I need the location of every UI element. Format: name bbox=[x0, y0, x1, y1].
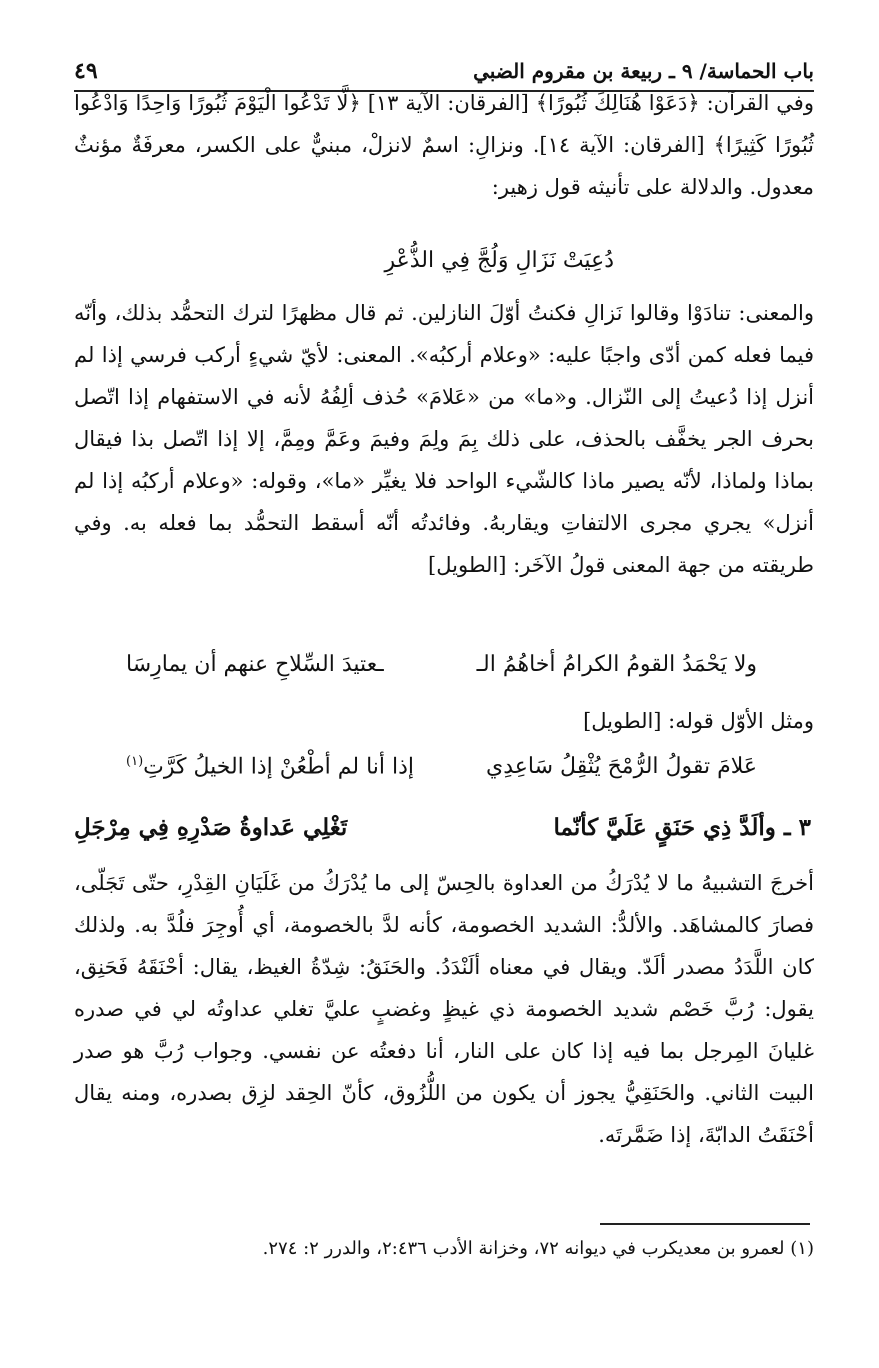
verse-1-second-hemistich: ـعتيدَ السِّلاحِ عنهم أن يمارِسَا bbox=[126, 652, 384, 677]
verse-1-first-hemistich: ولا يَحْمَدُ القومُ الكرامُ أخاهُمُ الـ bbox=[476, 652, 757, 677]
verse-3-first-hemistich: ٣ ـ وألَدَّ ذِي حَنَقٍ عَلَيَّ كأنّما bbox=[553, 814, 811, 841]
running-title: باب الحماسة/ ٩ ـ ربيعة بن مقروم الضبي bbox=[473, 59, 814, 83]
paragraph-quran: وفي القرآن: ﴿دَعَوْا هُنَالِكَ ثُبُورًا﴾ [الفرقان: الآية ١٣] ﴿لَّا تَدْعُوا الْيَوْمَ ثُبُورًا وَاحِدًا وَادْعُوا ثُبُورًا كَثِيرًا﴾ [الفرقان: الآية ١٤]. ونزالِ: اسمٌ لانزلْ، مبنيٌّ على الكسر، معرفَةٌ مؤنثٌ معدول. والدلالة على تأنيثه قول زهير: bbox=[74, 91, 815, 199]
footnote-divider bbox=[600, 1223, 810, 1225]
paragraph-explanation: أخرجَ التشبيهُ ما لا يُدْرَكُ من العداوة بالحِسّ إلى ما يُدْرَكُ من غَلَيَانِ القِدْرِ، حتّى تَجَلّى، فصارَ كالمشاهَد. والألدُّ: الشديد الخصومة، كأنه لدَّ بالخصومة، أي أُوجِرَ فلُدَّ به. ولذلك كان اللَّدَدُ مصدر ألَدّ. ويقال في معناه ألَنْدَدُ. والحَنَقُ: شِدّةُ الغيظ، يقال: أحْنَقَهُ فَحَنِق، يقول: رُبَّ خَصْم شديد الخصومة ذي غيظٍ وغضبٍ عليَّ تغلي عداوتُه لي في صدره غليانَ المِرجل بما فيه إذا كان على النار، أنا دفعتُه عن نفسي. وجواب رُبَّ هو صدر البيت الثاني. والحَنَقِيُّ يجوز أن يكون من اللُّزُوق، كأنّ الحِقد لزِق بصدره، ومنه يقال أحْنَقَتُ الدابّةَ، إذا ضَمَّرتَه. bbox=[74, 871, 814, 1147]
footnote-marker: (١) bbox=[126, 754, 144, 769]
verse-2-first-hemistich: عَلامَ تقولُ الرُّمْحَ يُثْقِلُ سَاعِدِي bbox=[486, 754, 757, 779]
verse-zuhair: دُعِيَتْ نَزَالِ وَلُجَّ فِي الذُّعْرِ bbox=[384, 248, 614, 273]
page-number: ٤٩ bbox=[74, 58, 98, 84]
verse-3-second-hemistich: تَغْلِي عَداوةُ صَدْرِهِ فِي مِرْجَلِ bbox=[74, 814, 348, 841]
verse-2-second-hemistich bbox=[126, 754, 414, 779]
paragraph-commentary: والمعنى: تنادَوْا وقالوا نَزالِ فكنتُ أوّلَ النازلين. ثم قال مظهرًا لترك التحمُّد بذلك، وأنّه فيما فعله كمن أدّى واجبًا عليه: «وعلام أركبُه». المعنى: لأيّ شيءٍ أركب فرسي إذا لم أنزل إذا دُعيتُ إلى النّزال. و«ما» من «عَلامَ» حُذف ألِفُهُ لأنه في الاستفهام إذا اتّصل بحرف الجر يخفَّف بالحذف، على ذلك بِمَ ولِمَ وفيمَ وعَمَّ ومِمَّ، إلا إذا اتّصل بذا فيقال بماذا ولماذا، لأنّه يصير ماذا كالشّيء الواحد فلا يغيِّر «ما»، وقوله: «وعلام أركبُه إذا لم أنزل» يجري مجرى الالتفاتِ ويقاربهُ. وفائدتُه أنّه أسقط التحمُّد بما فعله به. وفي طريقته من جهة المعنى قولُ الآخَر: [الطويل] bbox=[74, 301, 814, 577]
verse-2-second-text: إذا أنا لم أطْعُنْ إذا الخيلُ كَرَّتِ bbox=[143, 754, 415, 780]
paragraph-similar: ومثل الأوّل قوله: [الطويل] bbox=[583, 709, 814, 733]
footnote: (١) لعمرو بن معديكرب في ديوانه ٧٢، وخزانة الأدب ٢:٤٣٦، والدرر ٢: ٢٧٤. bbox=[262, 1238, 814, 1259]
